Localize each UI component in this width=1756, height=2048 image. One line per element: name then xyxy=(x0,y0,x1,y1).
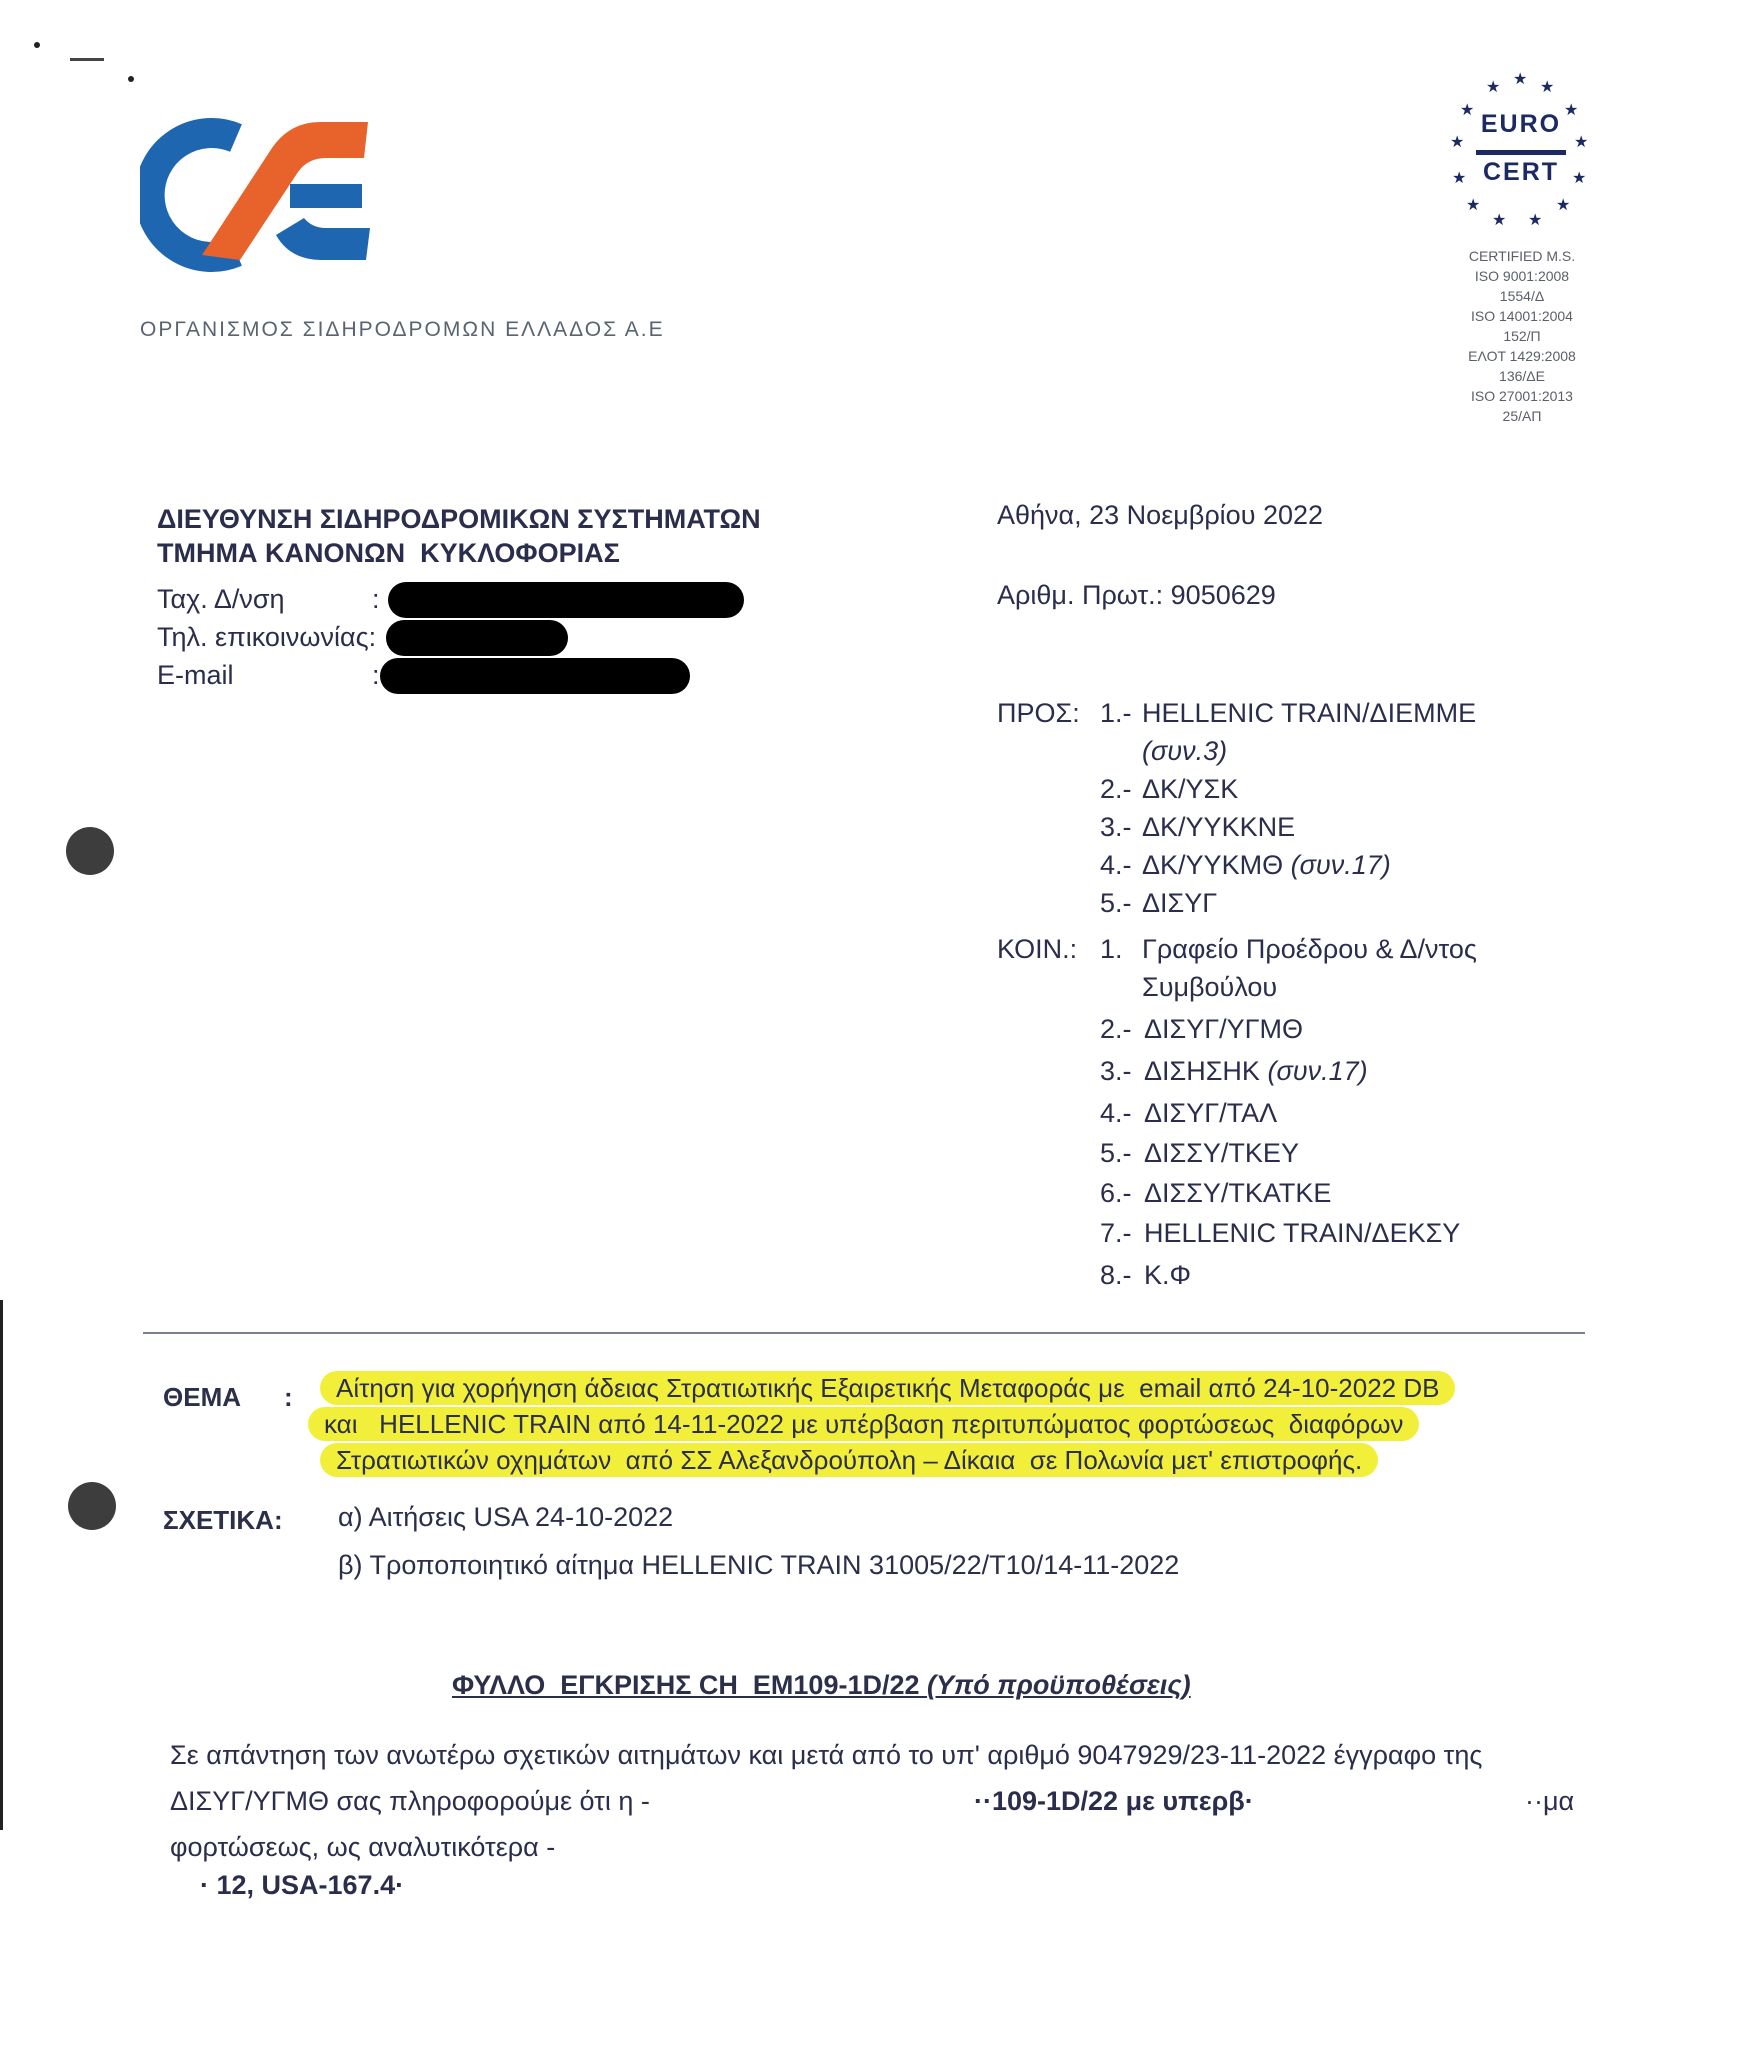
cert-line: ISO 27001:2013 xyxy=(1471,388,1573,404)
subject-label: ΘΕΜΑ xyxy=(163,1382,241,1412)
protocol-number: Αριθμ. Πρωτ.: 9050629 xyxy=(997,580,1276,610)
svg-text:★: ★ xyxy=(1564,100,1579,119)
body-line xyxy=(170,1778,1590,1824)
eurocert-word-cert: CERT xyxy=(1482,158,1560,186)
svg-text:★: ★ xyxy=(1492,210,1507,229)
cc-name: Κ.Φ xyxy=(1144,1260,1192,1290)
related-item-a: α) Αιτήσεις USA 24-10-2022 xyxy=(338,1502,674,1532)
body-line: φορτώσεως, ως αναλυτικότερα - xyxy=(170,1832,556,1862)
cc-line xyxy=(1144,1052,1368,1090)
redaction-bar xyxy=(388,582,744,618)
subject-line: Αίτηση για χορήγηση άδειας Στρατιωτικής Εξαιρετικής Μεταφοράς με email από 24-10-2022 DB xyxy=(320,1371,1455,1405)
cc-num: 4.- xyxy=(1100,1098,1132,1128)
svg-text:★: ★ xyxy=(1513,70,1528,88)
recipient-num: 3.- xyxy=(1100,812,1132,842)
related-item-b: β) Τροποποιητικό αίτημα HELLENIC TRAIN 31005/22/T10/14-11-2022 xyxy=(338,1550,1180,1580)
address-colon: : xyxy=(372,584,380,614)
body-fragment: ΔΙΣΥΓ/ΥΓΜΘ σας πληροφορούμε ότι η - xyxy=(170,1786,650,1816)
punch-hole xyxy=(68,1482,116,1530)
cc-name-cont: Συμβούλου xyxy=(1142,972,1278,1002)
svg-text:★: ★ xyxy=(1540,77,1555,96)
eurocert-seal xyxy=(1446,70,1596,230)
cc-num: 6.- xyxy=(1100,1178,1132,1208)
to-label: ΠΡΟΣ: xyxy=(997,698,1080,728)
body-line: Σε απάντηση των ανωτέρω σχετικών αιτημάτων και μετά από το υπ' αριθμό 9047929/23-11-2022 έγγραφο της xyxy=(170,1740,1483,1770)
cert-line: 1554/Δ xyxy=(1499,288,1545,304)
recipient-num: 5.- xyxy=(1100,888,1132,918)
recipient-name: HELLENIC TRAIN/ΔΙΕΜΜΕ xyxy=(1142,698,1477,728)
svg-text:★: ★ xyxy=(1572,168,1587,187)
scan-mark xyxy=(70,58,104,61)
redaction-bar xyxy=(386,620,568,656)
cc-name: ΔΙΣΥΓ/ΤΑΛ xyxy=(1144,1098,1278,1128)
cc-num: 1. xyxy=(1100,934,1123,964)
body-fragment: ··μα xyxy=(1525,1786,1575,1816)
body-fragment: ··109-1D/22 με υπερβ· xyxy=(974,1786,1254,1816)
eurocert-word-euro: EURO xyxy=(1480,110,1562,138)
cc-name: ΔΙΣΗΣΗΚ xyxy=(1144,1056,1260,1086)
ose-logo-mark xyxy=(140,110,380,280)
cc-name: ΔΙΣΣΥ/ΤΚΑΤΚΕ xyxy=(1144,1178,1332,1208)
department-line: ΤΜΗΜΑ ΚΑΝΟΝΩΝ ΚΥΚΛΟΦΟΡΙΑΣ xyxy=(157,538,620,568)
svg-text:★: ★ xyxy=(1556,195,1571,214)
subject-colon: : xyxy=(284,1382,293,1412)
cc-name: ΔΙΣΣΥ/ΤΚΕΥ xyxy=(1144,1138,1299,1168)
cert-line: 25/ΑΠ xyxy=(1502,408,1542,424)
document-date: Αθήνα, 23 Νοεμβρίου 2022 xyxy=(997,500,1324,530)
department-line: ΔΙΕΥΘΥΝΣΗ ΣΙΔΗΡΟΔΡΟΜΙΚΩΝ ΣΥΣΤΗΜΑΤΩΝ xyxy=(157,504,761,534)
cc-num: 7.- xyxy=(1100,1218,1132,1248)
recipient-attachments: (συν.17) xyxy=(1290,850,1391,880)
recipient-num: 2.- xyxy=(1100,774,1132,804)
cc-name: HELLENIC TRAIN/ΔΕΚΣΥ xyxy=(1144,1218,1461,1248)
svg-text:★: ★ xyxy=(1452,168,1467,187)
cc-attachments: (συν.17) xyxy=(1267,1056,1368,1086)
email-label: E-mail xyxy=(157,660,234,690)
address-label: Ταχ. Δ/νση xyxy=(157,584,285,614)
redaction-bar xyxy=(380,658,690,694)
cc-num: 8.- xyxy=(1100,1260,1132,1290)
related-label: ΣΧΕΤΙΚΑ: xyxy=(163,1505,283,1535)
recipient-name: ΔΚ/ΥΣΚ xyxy=(1142,774,1239,804)
cc-num: 5.- xyxy=(1100,1138,1132,1168)
svg-text:★: ★ xyxy=(1528,210,1543,229)
approval-title-condition: (Υπό προϋποθέσεις) xyxy=(927,1670,1191,1700)
cc-name: ΔΙΣΥΓ/ΥΓΜΘ xyxy=(1144,1014,1303,1044)
recipient-num: 1.- xyxy=(1100,698,1132,728)
cc-label: ΚΟΙΝ.: xyxy=(997,934,1078,964)
phone-label: Τηλ. επικοινωνίας: xyxy=(157,622,377,652)
scan-mark xyxy=(128,76,134,82)
department-heading xyxy=(157,502,761,570)
cert-line: CERTIFIED M.S. xyxy=(1468,248,1576,264)
body-line: · 12, USA-167.4· xyxy=(200,1870,405,1900)
svg-text:★: ★ xyxy=(1574,132,1589,151)
subject-line: και HELLENIC TRAIN από 14-11-2022 με υπέρβαση περιτυπώματος φορτώσεως διαφόρων xyxy=(308,1407,1419,1441)
recipient-name: ΔΚ/ΥΥΚΚΝΕ xyxy=(1142,812,1296,842)
recipient-name: ΔΚ/ΥΥΚΜΘ xyxy=(1142,850,1284,880)
recipient-line xyxy=(1142,846,1391,884)
recipient-name: ΔΙΣΥΓ xyxy=(1142,888,1218,918)
svg-text:★: ★ xyxy=(1450,132,1465,151)
cert-line: 136/ΔΕ xyxy=(1499,368,1545,384)
scan-mark xyxy=(34,42,40,48)
cc-num: 2.- xyxy=(1100,1014,1132,1044)
section-divider xyxy=(143,1332,1585,1334)
svg-text:★: ★ xyxy=(1486,77,1501,96)
certification-list xyxy=(1452,246,1592,426)
approval-title xyxy=(452,1670,1191,1701)
cc-num: 3.- xyxy=(1100,1056,1132,1086)
cert-line: ISO 9001:2008 xyxy=(1474,268,1570,284)
subject-text xyxy=(320,1370,1560,1478)
body-paragraph xyxy=(170,1732,1590,1900)
email-colon: : xyxy=(372,660,380,690)
ose-logo xyxy=(140,110,380,280)
cert-line: ΕΛΟΤ 1429:2008 xyxy=(1468,348,1576,364)
cc-name: Γραφείο Προέδρου & Δ/ντος xyxy=(1142,934,1477,964)
organization-name: ΟΡΓΑΝΙΣΜΟΣ ΣΙΔΗΡΟΔΡΟΜΩΝ ΕΛΛΑΔΟΣ Α.Ε xyxy=(140,318,665,341)
scan-edge xyxy=(0,1300,3,1830)
eurocert-stars xyxy=(1446,70,1596,230)
recipient-attachments: (συν.3) xyxy=(1142,736,1228,766)
svg-text:★: ★ xyxy=(1466,195,1481,214)
recipient-num: 4.- xyxy=(1100,850,1132,880)
cert-line: 152/Π xyxy=(1503,328,1541,344)
punch-hole xyxy=(66,827,114,875)
svg-text:★: ★ xyxy=(1460,100,1475,119)
approval-title-main: ΦΥΛΛΟ ΕΓΚΡΙΣΗΣ CH EM109-1D/22 xyxy=(452,1670,920,1700)
subject-line: Στρατιωτικών οχημάτων από ΣΣ Αλεξανδρούπολη – Δίκαια σε Πολωνία μετ' επιστροφής. xyxy=(320,1443,1378,1477)
cert-line: ISO 14001:2004 xyxy=(1471,308,1573,324)
